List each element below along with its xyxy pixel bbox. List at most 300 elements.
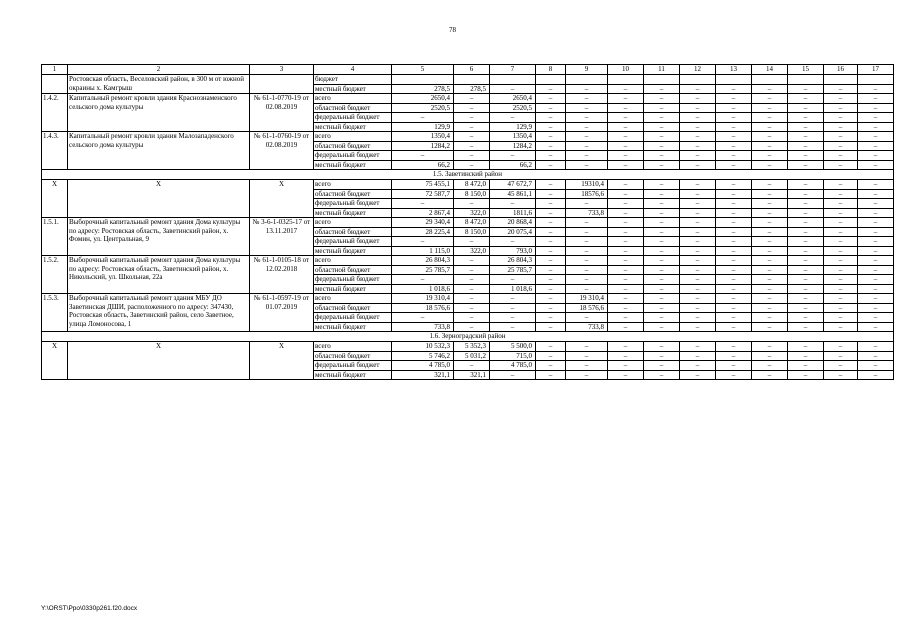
amount-cell: – [644, 246, 680, 256]
amount-cell: – [536, 284, 566, 294]
item-number: 1.4.2. [42, 94, 68, 132]
amount-cell: – [858, 237, 894, 247]
amount-cell: – [536, 113, 566, 123]
funding-source: местный бюджет [314, 322, 392, 332]
amount-cell: – [680, 265, 716, 275]
amount-cell: – [454, 313, 490, 323]
amount-cell: – [824, 237, 858, 247]
amount-cell: – [680, 122, 716, 132]
amount-cell: 20 868,4 [490, 218, 536, 228]
table-row [42, 94, 894, 104]
amount-cell: – [858, 246, 894, 256]
object-name: Выборочный капитальный ремонт здания Дома культуры по адресу: Ростовская область, Заветинский район, х. Фомин, ул. Центральная, 9 [68, 218, 250, 256]
amount-cell: – [536, 322, 566, 332]
amount-cell: – [644, 275, 680, 285]
object-name: Капитальный ремонт кровли здания Краснознаменского сельского дома культуры [68, 94, 250, 132]
document-number: X [250, 180, 314, 218]
column-number: 7 [490, 65, 536, 75]
amount-cell: – [788, 246, 824, 256]
amount-cell: 321,1 [454, 370, 490, 380]
amount-cell: – [824, 294, 858, 304]
amount-cell: – [858, 151, 894, 161]
amount-cell: – [608, 180, 644, 190]
amount-cell: – [788, 342, 824, 352]
amount-cell: – [490, 84, 536, 94]
amount-cell: – [858, 303, 894, 313]
amount-cell: – [858, 322, 894, 332]
object-name: X [68, 180, 250, 218]
amount-cell: – [566, 141, 608, 151]
funding-source: областной бюджет [314, 265, 392, 275]
column-number: 14 [752, 65, 788, 75]
amount-cell: – [680, 151, 716, 161]
amount-cell: – [752, 113, 788, 123]
amount-cell: – [716, 284, 752, 294]
column-number: 10 [608, 65, 644, 75]
amount-cell: – [680, 256, 716, 266]
amount-cell: 1 018,6 [392, 284, 454, 294]
table-row [42, 342, 894, 352]
amount-cell: – [680, 103, 716, 113]
funding-source: местный бюджет [314, 284, 392, 294]
amount-cell: – [824, 227, 858, 237]
amount-cell: – [788, 303, 824, 313]
table-row [42, 75, 894, 85]
table-row [42, 218, 894, 228]
amount-cell: – [644, 84, 680, 94]
amount-cell: – [566, 370, 608, 380]
amount-cell: – [454, 122, 490, 132]
amount-cell: 733,8 [566, 322, 608, 332]
funding-source: федеральный бюджет [314, 237, 392, 247]
amount-cell: – [824, 189, 858, 199]
amount-cell: 321,1 [392, 370, 454, 380]
amount-cell: – [752, 265, 788, 275]
amount-cell: – [536, 227, 566, 237]
amount-cell: – [824, 303, 858, 313]
amount-cell: – [858, 370, 894, 380]
amount-cell: 1350,4 [490, 132, 536, 142]
amount-cell [824, 75, 858, 85]
column-number: 9 [566, 65, 608, 75]
amount-cell: – [608, 199, 644, 209]
funding-source: областной бюджет [314, 141, 392, 151]
amount-cell: – [454, 160, 490, 170]
table-row [42, 256, 894, 266]
amount-cell: 18576,6 [566, 189, 608, 199]
amount-cell: – [716, 208, 752, 218]
amount-cell: – [536, 122, 566, 132]
object-name: X [68, 342, 250, 380]
amount-cell: – [536, 246, 566, 256]
funding-source: федеральный бюджет [314, 151, 392, 161]
column-number: 2 [68, 65, 250, 75]
amount-cell: – [680, 370, 716, 380]
amount-cell: 25 785,7 [392, 265, 454, 275]
amount-cell: – [644, 237, 680, 247]
table-row [42, 180, 894, 190]
amount-cell: – [536, 180, 566, 190]
amount-cell: – [716, 141, 752, 151]
amount-cell: 1 115,0 [392, 246, 454, 256]
item-number: 1.5.2. [42, 256, 68, 294]
amount-cell: – [680, 322, 716, 332]
amount-cell: – [716, 313, 752, 323]
amount-cell: – [788, 103, 824, 113]
amount-cell: 26 804,3 [490, 256, 536, 266]
column-number: 12 [680, 65, 716, 75]
amount-cell: – [788, 256, 824, 266]
amount-cell: 1284,2 [392, 141, 454, 151]
amount-cell: – [490, 294, 536, 304]
amount-cell: 19 310,4 [392, 294, 454, 304]
amount-cell: – [608, 151, 644, 161]
amount-cell: – [490, 237, 536, 247]
section-title: 1.5. Заветинский район [42, 170, 894, 180]
amount-cell: – [454, 256, 490, 266]
object-name: Капитальный ремонт кровли здания Малозападенского сельского дома культуры [68, 132, 250, 170]
amount-cell: – [536, 208, 566, 218]
amount-cell: 733,8 [392, 322, 454, 332]
amount-cell: – [644, 122, 680, 132]
amount-cell: – [858, 256, 894, 266]
amount-cell: – [680, 84, 716, 94]
amount-cell: – [858, 141, 894, 151]
funding-source: всего [314, 256, 392, 266]
amount-cell: 4 785,0 [392, 361, 454, 371]
funding-source: всего [314, 342, 392, 352]
amount-cell: – [788, 361, 824, 371]
section-row [42, 332, 894, 342]
amount-cell: – [824, 84, 858, 94]
amount-cell: – [752, 322, 788, 332]
amount-cell: 5 031,2 [454, 351, 490, 361]
amount-cell: – [566, 103, 608, 113]
amount-cell: – [752, 84, 788, 94]
amount-cell: – [824, 141, 858, 151]
amount-cell: – [608, 122, 644, 132]
amount-cell: – [752, 370, 788, 380]
amount-cell: – [644, 256, 680, 266]
amount-cell: – [752, 122, 788, 132]
amount-cell: – [752, 151, 788, 161]
amount-cell: 1284,2 [490, 141, 536, 151]
amount-cell: – [858, 94, 894, 104]
amount-cell [536, 75, 566, 85]
amount-cell: – [824, 265, 858, 275]
amount-cell: – [716, 132, 752, 142]
amount-cell: – [644, 265, 680, 275]
amount-cell: – [608, 132, 644, 142]
object-name: Ростовская область, Веселовский район, в 300 м от южной окраины х. Камгрыш [68, 75, 250, 94]
amount-cell: – [644, 303, 680, 313]
amount-cell: – [752, 303, 788, 313]
amount-cell: – [454, 294, 490, 304]
funding-source: местный бюджет [314, 84, 392, 94]
amount-cell: – [858, 103, 894, 113]
amount-cell: – [566, 122, 608, 132]
amount-cell: – [490, 275, 536, 285]
amount-cell: – [858, 294, 894, 304]
amount-cell: – [536, 103, 566, 113]
amount-cell: – [644, 103, 680, 113]
amount-cell: – [824, 246, 858, 256]
amount-cell: – [824, 275, 858, 285]
amount-cell: – [788, 151, 824, 161]
amount-cell: 8 472,0 [454, 180, 490, 190]
amount-cell: 8 150,0 [454, 189, 490, 199]
amount-cell: – [454, 361, 490, 371]
amount-cell: – [716, 342, 752, 352]
amount-cell: – [788, 199, 824, 209]
amount-cell: – [644, 294, 680, 304]
amount-cell: – [752, 103, 788, 113]
amount-cell: – [752, 227, 788, 237]
amount-cell: 715,0 [490, 351, 536, 361]
amount-cell: – [788, 189, 824, 199]
amount-cell: – [680, 294, 716, 304]
funding-source: бюджет [314, 75, 392, 85]
amount-cell: – [716, 103, 752, 113]
amount-cell: – [752, 342, 788, 352]
amount-cell: 278,5 [392, 84, 454, 94]
amount-cell: – [716, 189, 752, 199]
amount-cell: – [536, 342, 566, 352]
amount-cell: 18 576,6 [392, 303, 454, 313]
amount-cell: – [566, 275, 608, 285]
item-number: 1.5.1. [42, 218, 68, 256]
funding-source: федеральный бюджет [314, 361, 392, 371]
amount-cell [392, 75, 454, 85]
amount-cell: – [752, 208, 788, 218]
amount-cell: – [454, 151, 490, 161]
amount-cell [716, 75, 752, 85]
amount-cell: – [680, 208, 716, 218]
amount-cell: – [608, 141, 644, 151]
amount-cell: – [752, 199, 788, 209]
amount-cell: – [680, 361, 716, 371]
amount-cell: – [454, 237, 490, 247]
amount-cell: – [752, 275, 788, 285]
amount-cell [490, 75, 536, 85]
item-number [42, 75, 68, 94]
amount-cell: – [716, 246, 752, 256]
amount-cell: – [566, 199, 608, 209]
amount-cell: – [824, 342, 858, 352]
column-number: 11 [644, 65, 680, 75]
amount-cell: – [716, 180, 752, 190]
amount-cell: – [788, 265, 824, 275]
column-number: 13 [716, 65, 752, 75]
amount-cell: 2520,5 [490, 103, 536, 113]
amount-cell: 66,2 [392, 160, 454, 170]
amount-cell: – [536, 237, 566, 247]
amount-cell: – [824, 103, 858, 113]
amount-cell: – [788, 132, 824, 142]
amount-cell: – [536, 151, 566, 161]
amount-cell: – [644, 218, 680, 228]
amount-cell: – [536, 294, 566, 304]
amount-cell: – [752, 256, 788, 266]
amount-cell: – [858, 275, 894, 285]
amount-cell: – [566, 265, 608, 275]
amount-cell: – [716, 370, 752, 380]
amount-cell: – [824, 370, 858, 380]
amount-cell: – [716, 160, 752, 170]
amount-cell: – [788, 313, 824, 323]
amount-cell: – [454, 141, 490, 151]
amount-cell: 322,0 [454, 246, 490, 256]
amount-cell: – [536, 351, 566, 361]
amount-cell [680, 75, 716, 85]
amount-cell: – [680, 199, 716, 209]
amount-cell: 19 310,4 [566, 294, 608, 304]
amount-cell: – [644, 151, 680, 161]
amount-cell: – [716, 84, 752, 94]
amount-cell: – [454, 113, 490, 123]
funding-source: всего [314, 294, 392, 304]
amount-cell: – [788, 180, 824, 190]
amount-cell: 1811,6 [490, 208, 536, 218]
amount-cell: – [644, 342, 680, 352]
funding-source: областной бюджет [314, 227, 392, 237]
item-number: 1.5.3. [42, 294, 68, 332]
amount-cell: – [680, 160, 716, 170]
amount-cell: – [824, 256, 858, 266]
amount-cell: – [858, 313, 894, 323]
amount-cell: – [788, 370, 824, 380]
amount-cell: 2520,5 [392, 103, 454, 113]
amount-cell: – [716, 113, 752, 123]
amount-cell: – [680, 351, 716, 361]
amount-cell: – [608, 103, 644, 113]
amount-cell: – [716, 322, 752, 332]
amount-cell: – [788, 351, 824, 361]
amount-cell: – [752, 294, 788, 304]
amount-cell: – [608, 275, 644, 285]
amount-cell: – [752, 237, 788, 247]
amount-cell: – [392, 313, 454, 323]
amount-cell: 25 785,7 [490, 265, 536, 275]
funding-source: федеральный бюджет [314, 199, 392, 209]
amount-cell: – [644, 208, 680, 218]
amount-cell: 20 075,4 [490, 227, 536, 237]
funding-source: всего [314, 132, 392, 142]
amount-cell: – [752, 189, 788, 199]
amount-cell: – [536, 94, 566, 104]
amount-cell: – [644, 322, 680, 332]
amount-cell: – [824, 313, 858, 323]
amount-cell: – [752, 284, 788, 294]
object-name: Выборочный капитальный ремонт здания МБУ ДО Заветинская ДШИ, расположенного по адресу: 347430, Ростовская область, Заветинский район, село Заветное, улица Ломоносова, 1 [68, 294, 250, 332]
amount-cell: – [644, 94, 680, 104]
amount-cell: – [680, 141, 716, 151]
amount-cell: – [824, 361, 858, 371]
amount-cell: – [858, 361, 894, 371]
amount-cell: – [824, 94, 858, 104]
amount-cell: – [608, 265, 644, 275]
amount-cell: 72 587,7 [392, 189, 454, 199]
amount-cell: – [680, 246, 716, 256]
amount-cell: – [644, 284, 680, 294]
amount-cell: – [716, 361, 752, 371]
amount-cell: 2650,4 [490, 94, 536, 104]
amount-cell: – [454, 94, 490, 104]
amount-cell: – [680, 284, 716, 294]
amount-cell: – [680, 94, 716, 104]
amount-cell: – [824, 160, 858, 170]
amount-cell: – [454, 199, 490, 209]
amount-cell: – [752, 218, 788, 228]
amount-cell: – [858, 208, 894, 218]
amount-cell: – [608, 313, 644, 323]
column-number-row [42, 65, 894, 75]
amount-cell: 1 018,6 [490, 284, 536, 294]
amount-cell: – [536, 313, 566, 323]
amount-cell: – [680, 313, 716, 323]
item-number: X [42, 180, 68, 218]
amount-cell: – [536, 218, 566, 228]
amount-cell: – [608, 218, 644, 228]
amount-cell: – [490, 113, 536, 123]
amount-cell: – [788, 294, 824, 304]
amount-cell: – [716, 151, 752, 161]
amount-cell: – [716, 275, 752, 285]
amount-cell: – [680, 237, 716, 247]
amount-cell: – [644, 160, 680, 170]
amount-cell: – [566, 246, 608, 256]
amount-cell: 5 746,2 [392, 351, 454, 361]
amount-cell: – [858, 227, 894, 237]
amount-cell: – [858, 284, 894, 294]
amount-cell: – [490, 151, 536, 161]
amount-cell: 28 225,4 [392, 227, 454, 237]
amount-cell: – [858, 122, 894, 132]
amount-cell: – [752, 160, 788, 170]
amount-cell: – [536, 132, 566, 142]
amount-cell: – [824, 132, 858, 142]
amount-cell: 5 352,3 [454, 342, 490, 352]
amount-cell [752, 75, 788, 85]
amount-cell: – [752, 361, 788, 371]
amount-cell: – [788, 284, 824, 294]
document-number: № 61-1-0760-19 от 02.08.2019 [250, 132, 314, 170]
amount-cell: – [858, 218, 894, 228]
amount-cell [566, 75, 608, 85]
amount-cell: – [536, 141, 566, 151]
amount-cell: – [824, 208, 858, 218]
budget-table-body [42, 65, 894, 380]
amount-cell: – [536, 361, 566, 371]
amount-cell: – [454, 322, 490, 332]
amount-cell: – [608, 246, 644, 256]
amount-cell: – [566, 151, 608, 161]
amount-cell [858, 75, 894, 85]
amount-cell: 29 340,4 [392, 218, 454, 228]
amount-cell: – [536, 265, 566, 275]
amount-cell: – [536, 160, 566, 170]
amount-cell: – [392, 199, 454, 209]
document-number: № 61-1-0770-19 от 02.08.2019 [250, 94, 314, 132]
amount-cell: – [716, 303, 752, 313]
amount-cell: – [454, 132, 490, 142]
funding-source: федеральный бюджет [314, 113, 392, 123]
item-number: X [42, 342, 68, 380]
amount-cell: – [566, 160, 608, 170]
funding-source: всего [314, 180, 392, 190]
amount-cell: – [644, 189, 680, 199]
amount-cell: – [608, 284, 644, 294]
